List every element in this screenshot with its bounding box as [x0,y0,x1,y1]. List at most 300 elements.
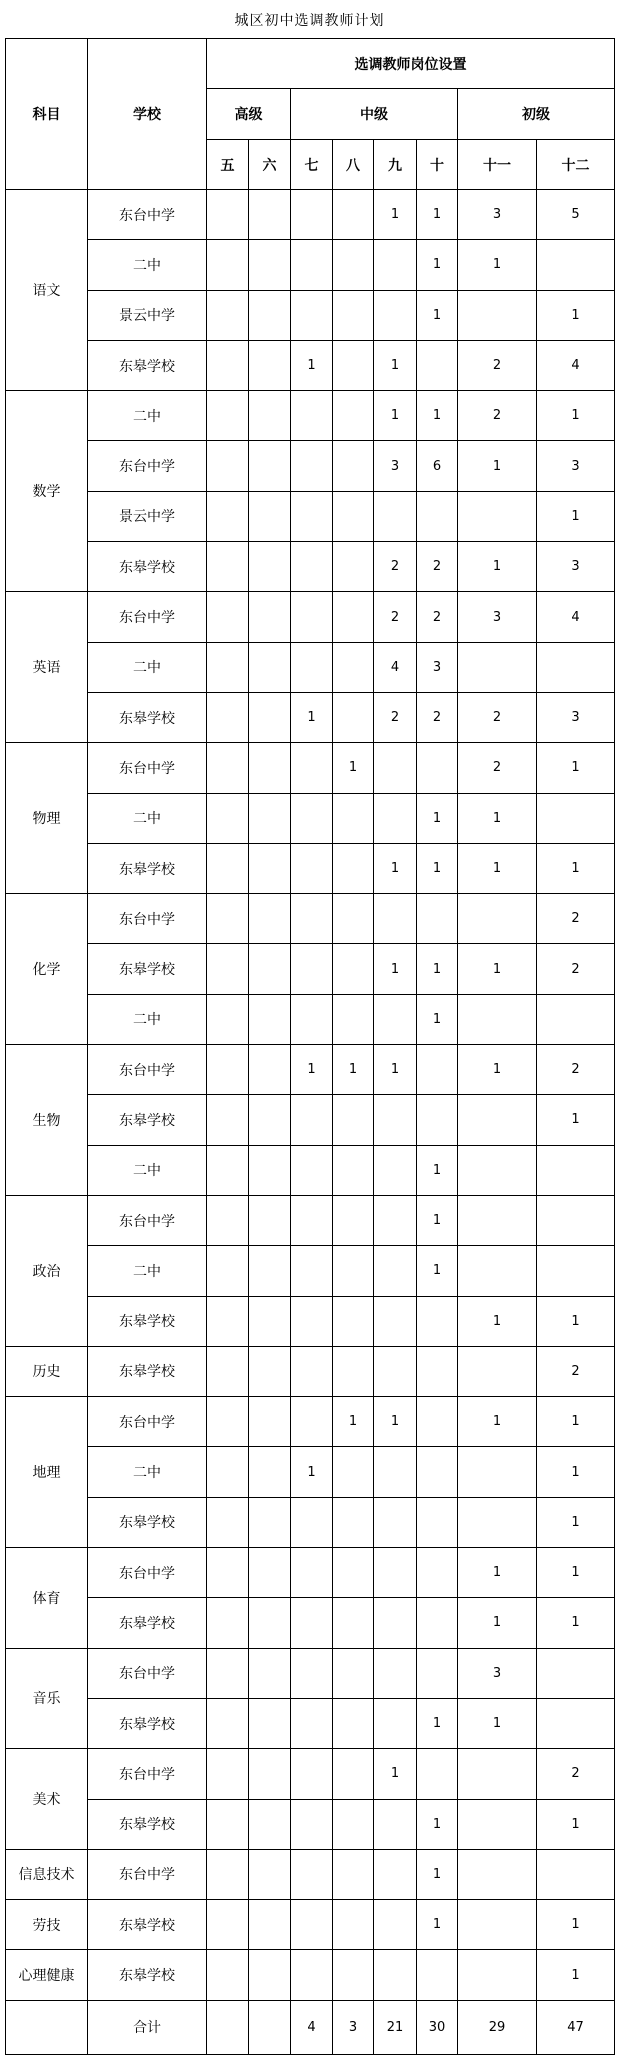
value-cell [291,642,333,692]
value-cell [458,1246,537,1296]
value-cell [291,793,333,843]
table-row [6,1950,615,2000]
value-cell [333,592,374,642]
value-cell [207,391,249,441]
value-cell: 1 [417,994,458,1044]
value-cell: 1 [537,1095,615,1145]
value-cell [374,743,417,793]
value-cell [291,1145,333,1195]
value-cell: 1 [537,1447,615,1497]
value-cell: 1 [458,441,537,491]
value-cell [207,240,249,290]
total-value-cell: 29 [458,2000,537,2054]
value-cell [291,743,333,793]
value-cell: 1 [537,743,615,793]
value-cell: 1 [537,1799,615,1849]
value-cell: 2 [537,944,615,994]
value-cell: 1 [374,843,417,893]
value-cell [333,1095,374,1145]
value-cell: 1 [374,1749,417,1799]
value-cell [249,491,291,541]
value-cell [333,1849,374,1899]
table-row [6,340,615,390]
value-cell [333,1145,374,1195]
value-cell [333,1246,374,1296]
total-value-cell: 47 [537,2000,615,2054]
table-row [6,1195,615,1245]
value-cell [249,1950,291,2000]
table-row [6,1698,615,1748]
total-value-cell: 21 [374,2000,417,2054]
value-cell: 1 [417,1849,458,1899]
value-cell [207,692,249,742]
value-cell [333,340,374,390]
subject-cell: 历史 [6,1346,88,1396]
value-cell: 1 [333,1045,374,1095]
value-cell [249,592,291,642]
value-cell [207,1900,249,1950]
school-cell: 东台中学 [88,1849,207,1899]
value-cell [417,340,458,390]
value-cell: 3 [374,441,417,491]
table-row [6,240,615,290]
value-cell [207,1548,249,1598]
value-cell: 2 [417,542,458,592]
school-cell: 东台中学 [88,894,207,944]
value-cell: 1 [374,1045,417,1095]
value-cell [291,190,333,240]
value-cell [374,1648,417,1698]
school-cell: 东皋学校 [88,1950,207,2000]
value-cell [291,1246,333,1296]
value-cell: 2 [374,542,417,592]
value-cell [249,1497,291,1547]
table-body [6,190,615,2055]
grade-header: 七 [291,140,333,190]
value-cell: 1 [537,491,615,541]
value-cell: 2 [458,340,537,390]
value-cell [333,994,374,1044]
value-cell: 1 [417,843,458,893]
value-cell: 1 [537,1296,615,1346]
value-cell: 1 [537,290,615,340]
school-cell: 二中 [88,994,207,1044]
value-cell [417,1045,458,1095]
table-row [6,491,615,541]
grade-header: 九 [374,140,417,190]
value-cell [374,1598,417,1648]
value-cell [333,1799,374,1849]
table-row [6,290,615,340]
value-cell [333,642,374,692]
value-cell [207,843,249,893]
school-cell: 二中 [88,642,207,692]
school-cell: 东皋学校 [88,1296,207,1346]
value-cell [458,1497,537,1547]
subject-cell: 数学 [6,391,88,592]
value-cell: 1 [537,1397,615,1447]
value-cell [207,542,249,592]
school-cell: 东台中学 [88,441,207,491]
value-cell [207,1799,249,1849]
value-cell [374,1849,417,1899]
value-cell: 1 [417,1195,458,1245]
value-cell: 2 [417,592,458,642]
value-cell [207,1698,249,1748]
total-value-cell [249,2000,291,2054]
value-cell [291,441,333,491]
value-cell [249,1246,291,1296]
value-cell [374,1447,417,1497]
value-cell [207,1195,249,1245]
value-cell [333,1548,374,1598]
total-value-cell: 4 [291,2000,333,2054]
value-cell [537,642,615,692]
value-cell [333,1900,374,1950]
value-cell [249,1548,291,1598]
value-cell [374,1195,417,1245]
value-cell: 1 [537,1950,615,2000]
value-cell: 1 [537,1497,615,1547]
value-cell [291,994,333,1044]
table-row [6,1497,615,1547]
value-cell [249,542,291,592]
value-cell [291,542,333,592]
value-cell [249,793,291,843]
total-value-cell [207,2000,249,2054]
value-cell [249,944,291,994]
grade-header: 十 [417,140,458,190]
school-cell: 东皋学校 [88,1598,207,1648]
value-cell: 2 [458,692,537,742]
value-cell [207,491,249,541]
value-cell [207,743,249,793]
value-cell: 1 [537,1548,615,1598]
value-cell [458,1346,537,1396]
value-cell [537,994,615,1044]
value-cell [291,1195,333,1245]
value-cell [291,240,333,290]
value-cell [249,994,291,1044]
value-cell: 1 [417,944,458,994]
value-cell [374,1497,417,1547]
table-row [6,391,615,441]
value-cell [291,1296,333,1346]
value-cell [249,1447,291,1497]
table-row [6,642,615,692]
value-cell [374,1900,417,1950]
subject-cell: 化学 [6,894,88,1045]
value-cell [537,1195,615,1245]
value-cell [291,1598,333,1648]
school-cell: 东台中学 [88,1397,207,1447]
value-cell [417,1598,458,1648]
value-cell [207,642,249,692]
value-cell: 1 [458,843,537,893]
subject-cell: 信息技术 [6,1849,88,1899]
table-row [6,1799,615,1849]
value-cell [291,894,333,944]
value-cell [291,944,333,994]
school-cell: 东皋学校 [88,1799,207,1849]
value-cell [333,1749,374,1799]
value-cell [417,1497,458,1547]
value-cell: 1 [537,1598,615,1648]
value-cell: 1 [537,843,615,893]
value-cell [249,843,291,893]
value-cell [458,894,537,944]
value-cell [458,994,537,1044]
value-cell [417,1296,458,1346]
value-cell [291,1648,333,1698]
value-cell [374,1246,417,1296]
value-cell [249,391,291,441]
value-cell [458,290,537,340]
value-cell: 1 [291,1447,333,1497]
school-cell: 二中 [88,1447,207,1497]
table-row [6,1598,615,1648]
value-cell: 2 [537,1749,615,1799]
value-cell [291,290,333,340]
table-row [6,894,615,944]
value-cell [374,240,417,290]
value-cell: 1 [291,340,333,390]
value-cell [207,1849,249,1899]
school-cell: 东皋学校 [88,1698,207,1748]
school-cell: 景云中学 [88,491,207,541]
value-cell [374,1799,417,1849]
value-cell [291,1346,333,1396]
table-row [6,592,615,642]
value-cell [291,1497,333,1547]
value-cell: 1 [417,1145,458,1195]
value-cell [207,1095,249,1145]
value-cell [537,1698,615,1748]
value-cell [417,1648,458,1698]
value-cell [249,1598,291,1648]
value-cell [207,1749,249,1799]
total-label: 合计 [88,2000,207,2054]
school-cell: 东皋学校 [88,843,207,893]
value-cell [458,1849,537,1899]
value-cell [249,240,291,290]
value-cell [374,1698,417,1748]
grade-header: 八 [333,140,374,190]
value-cell [249,1648,291,1698]
value-cell: 1 [417,1246,458,1296]
value-cell: 2 [537,1346,615,1396]
table-row [6,793,615,843]
value-cell [249,1296,291,1346]
table-row [6,1849,615,1899]
value-cell [333,491,374,541]
value-cell: 3 [458,190,537,240]
value-cell [207,1246,249,1296]
value-cell: 3 [417,642,458,692]
value-cell: 1 [458,1598,537,1648]
value-cell [207,1497,249,1547]
value-cell [374,994,417,1044]
value-cell [207,944,249,994]
value-cell [417,743,458,793]
value-cell: 1 [458,944,537,994]
school-cell: 东皋学校 [88,944,207,994]
value-cell: 1 [458,1296,537,1346]
table-row [6,994,615,1044]
level-junior-header: 初级 [458,89,615,140]
value-cell: 6 [417,441,458,491]
value-cell [537,240,615,290]
value-cell: 1 [291,1045,333,1095]
value-cell [333,1447,374,1497]
school-cell: 东台中学 [88,1749,207,1799]
value-cell [249,1195,291,1245]
value-cell [333,441,374,491]
value-cell [458,1095,537,1145]
value-cell [249,1849,291,1899]
value-cell [207,290,249,340]
value-cell [207,1447,249,1497]
value-cell [249,743,291,793]
value-cell [291,1950,333,2000]
value-cell [207,1346,249,1396]
table-row [6,944,615,994]
value-cell: 1 [458,1698,537,1748]
school-cell: 东台中学 [88,592,207,642]
subject-cell: 劳技 [6,1900,88,1950]
subject-cell: 政治 [6,1195,88,1346]
table-row [6,1900,615,1950]
value-cell [417,1950,458,2000]
value-cell [249,642,291,692]
subject-cell: 物理 [6,743,88,894]
table-row [6,1246,615,1296]
value-cell: 4 [374,642,417,692]
school-cell: 二中 [88,1246,207,1296]
value-cell: 1 [537,1900,615,1950]
value-cell [333,843,374,893]
value-cell: 2 [458,391,537,441]
value-cell [207,441,249,491]
value-cell [333,692,374,742]
school-cell: 东皋学校 [88,542,207,592]
value-cell: 3 [537,441,615,491]
value-cell [417,1346,458,1396]
table-row [6,1397,615,1447]
teacher-plan-table [5,38,615,2055]
value-cell [333,1950,374,2000]
table-row [6,1045,615,1095]
value-cell [291,1799,333,1849]
value-cell [374,290,417,340]
value-cell [374,1095,417,1145]
value-cell: 3 [537,692,615,742]
value-cell [333,391,374,441]
value-cell [374,1346,417,1396]
value-cell [249,190,291,240]
school-cell: 东皋学校 [88,1095,207,1145]
value-cell [333,290,374,340]
value-cell [537,1246,615,1296]
value-cell [291,1900,333,1950]
value-cell [333,1346,374,1396]
total-blank-cell [6,2000,88,2054]
value-cell: 2 [417,692,458,742]
table-row [6,1095,615,1145]
value-cell [537,1849,615,1899]
value-cell [207,1648,249,1698]
value-cell: 2 [537,894,615,944]
school-cell: 东台中学 [88,1548,207,1598]
value-cell: 2 [537,1045,615,1095]
value-cell [417,1397,458,1447]
table-row [6,1648,615,1698]
total-value-cell: 3 [333,2000,374,2054]
value-cell [291,1749,333,1799]
subject-cell: 语文 [6,190,88,391]
value-cell [333,793,374,843]
level-middle-header: 中级 [291,89,458,140]
school-cell: 东台中学 [88,1648,207,1698]
value-cell: 1 [458,1548,537,1598]
table-row [6,542,615,592]
table-row [6,743,615,793]
value-cell [249,1749,291,1799]
value-cell [458,642,537,692]
value-cell [291,491,333,541]
value-cell [207,1045,249,1095]
value-cell: 2 [374,692,417,742]
value-cell [458,491,537,541]
value-cell: 1 [291,692,333,742]
value-cell [207,994,249,1044]
value-cell [249,1045,291,1095]
value-cell: 3 [537,542,615,592]
value-cell [207,1145,249,1195]
value-cell [537,1145,615,1195]
school-cell: 二中 [88,391,207,441]
value-cell [291,592,333,642]
value-cell [207,793,249,843]
subject-cell: 体育 [6,1548,88,1649]
value-cell [249,692,291,742]
value-cell [417,1548,458,1598]
value-cell [207,1950,249,2000]
value-cell [249,1397,291,1447]
value-cell [249,894,291,944]
school-cell: 东皋学校 [88,1346,207,1396]
value-cell [333,240,374,290]
value-cell [249,441,291,491]
value-cell [458,1749,537,1799]
value-cell [291,1849,333,1899]
page-title: 城区初中选调教师计划 [234,13,385,29]
school-cell: 景云中学 [88,290,207,340]
value-cell: 1 [458,542,537,592]
value-cell [333,1195,374,1245]
school-cell: 东台中学 [88,743,207,793]
grade-header: 十二 [537,140,615,190]
subject-cell: 英语 [6,592,88,743]
value-cell [417,1749,458,1799]
school-cell: 二中 [88,1145,207,1195]
value-cell: 1 [333,743,374,793]
value-cell [249,1799,291,1849]
value-cell: 1 [458,1397,537,1447]
school-cell: 东皋学校 [88,1900,207,1950]
value-cell [207,894,249,944]
school-cell: 东皋学校 [88,692,207,742]
